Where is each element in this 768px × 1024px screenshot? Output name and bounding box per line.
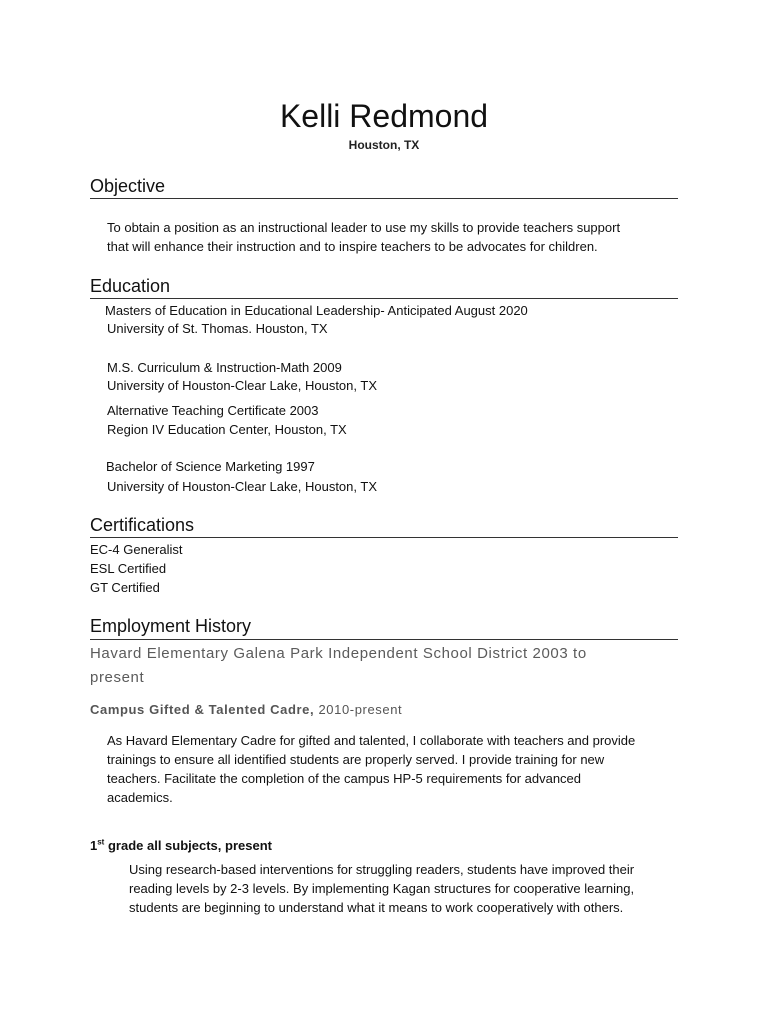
certification-item: GT Certified xyxy=(90,580,160,595)
objective-divider xyxy=(90,198,678,199)
role-description-line: trainings to ensure all identified students are properly served. I provide training for new xyxy=(107,752,605,767)
certification-item: EC-4 Generalist xyxy=(90,542,183,557)
education-degree: Alternative Teaching Certificate 2003 xyxy=(107,403,319,418)
certifications-heading: Certifications xyxy=(90,515,195,535)
role-title-text: Campus Gifted & Talented Cadre, xyxy=(90,702,315,717)
employment-heading: Employment History xyxy=(90,616,252,636)
objective-text-line: To obtain a position as an instructional leader to use my skills to provide teachers support xyxy=(107,220,621,235)
employer-line: Havard Elementary Galena Park Independent School District 2003 to xyxy=(90,645,587,662)
education-school: University of Houston-Clear Lake, Houston, TX xyxy=(107,479,377,494)
education-school: Region IV Education Center, Houston, TX xyxy=(107,422,347,437)
grade-role-title xyxy=(90,837,272,855)
candidate-name: Kelli Redmond xyxy=(279,98,489,134)
education-divider xyxy=(90,298,678,299)
education-degree: Bachelor of Science Marketing 1997 xyxy=(106,459,315,474)
objective-heading: Objective xyxy=(90,176,166,196)
grade-role-ordinal: st xyxy=(97,837,105,847)
employment-divider xyxy=(90,639,678,640)
grade-role-description-line: reading levels by 2-3 levels. By implementing Kagan structures for cooperative learning, xyxy=(129,881,635,896)
certification-item: ESL Certified xyxy=(90,561,167,576)
grade-role-description-line: Using research-based interventions for struggling readers, students have improved their xyxy=(129,862,635,877)
grade-role-description-line: students are beginning to understand what it means to work cooperatively with others. xyxy=(129,900,624,915)
role-description-line: teachers. Facilitate the completion of the campus HP-5 requirements for advanced xyxy=(107,771,582,786)
education-school: University of St. Thomas. Houston, TX xyxy=(107,321,328,336)
role-years: 2010-present xyxy=(318,702,403,717)
candidate-location: Houston, TX xyxy=(348,138,420,152)
education-school: University of Houston-Clear Lake, Houston, TX xyxy=(107,378,377,393)
role-description-line: academics. xyxy=(107,790,173,805)
role-description-line: As Havard Elementary Cadre for gifted and talented, I collaborate with teachers and provide xyxy=(107,733,636,748)
role-title xyxy=(90,702,402,717)
grade-role-number: 1 xyxy=(90,838,98,853)
education-heading: Education xyxy=(90,276,171,296)
objective-text-line: that will enhance their instruction and to inspire teachers to be advocates for children. xyxy=(107,239,598,254)
education-degree: Masters of Education in Educational Leadership- Anticipated August 2020 xyxy=(105,303,528,318)
certifications-divider xyxy=(90,537,678,538)
grade-role-text: grade all subjects, present xyxy=(104,838,272,853)
employer-line: present xyxy=(90,669,145,686)
education-degree: M.S. Curriculum & Instruction-Math 2009 xyxy=(107,360,342,375)
